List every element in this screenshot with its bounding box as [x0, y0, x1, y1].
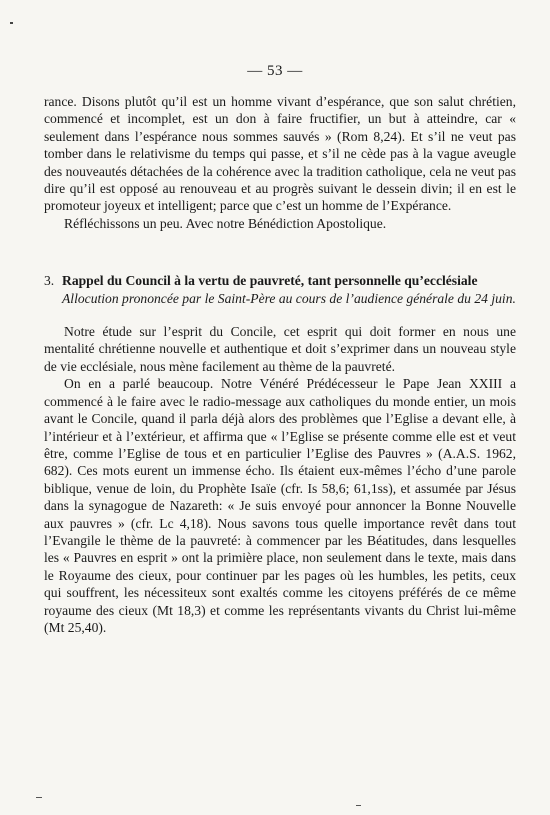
scan-speck — [36, 797, 42, 798]
page-body — [44, 93, 516, 636]
section-title: Rappel du Council à la vertu de pauvreté, tant personnelle qu’ecclésiale — [62, 273, 478, 289]
section-paragraph-2: On en a parlé beaucoup. Notre Vénéré Prédécesseur le Pape Jean XXIII a commencé à le faire avec le radio-message aux catholiques du monde entier, un mois avant le Concile, quand il parla déjà alors des problèmes que l’Eglise a devant elle, à l’intérieur et à l’extérieur, et affirma que « l’Eglise se présente comme elle est et veut être, comme l’Eglise de tous et en particulier l’Eglise des Pauvres » (A.A.S. 1962, 682). Ces mots eurent un immense écho. Ils étaient eux-mêmes l’écho d’une parole biblique, venue de loin, du Prophète Isaïe (cfr. Is 58,6; 61,1ss), et assumée par Jésus dans la synagogue de Nazareth: « Je suis envoyé pour annoncer la Bonne Nouvelle aux pauvres » (cfr. Lc 4,18). Nous savons tous quelle importance revêt dans tout l’Evangile le thème de la pauvreté: à commencer par les Béatitudes, dans lesquelles les « Pauvres en esprit » ont la primière place, non seulement dans le texte, mais dans le Royaume des cieux, pour continuer par les pages où les humbles, les petits, ceux qui souffrent, les nécessiteux sont exaltés comme les citoyens préférés de ce même royaume des cieux (Mt 18,3) et comme les représentants vivants du Christ lui-même (Mt 25,40). — [44, 376, 516, 635]
scan-speck — [356, 805, 361, 806]
section-number: 3. — [44, 273, 55, 289]
page-number: — 53 — — [247, 63, 303, 79]
section-paragraph-1: Notre étude sur l’esprit du Concile, cet esprit qui doit former en nous une mentalité chrétienne nouvelle et authentique et doit s’exprimer dans un nouveau style de vie ecclésiale, nous mène facilement au thème de la pauvreté. — [44, 324, 516, 374]
intro-paragraph-1: rance. Disons plutôt qu’il est un homme vivant d’espérance, que son salut chrétien, commencé et incomplet, est un don à faire fructifier, un but à atteindre, car « seulement dans l’espérance nous sommes sauvés » (Rom 8,24). Et s’il ne veut pas tomber dans le relativisme du temps qui passe, et s’il ne cède pas à la vague aveugle des nouveautés détachées de la cohérence avec la tradition catholique, cela ne veut pas dire qu’il est opposé au renouveau et au progrès suivant le dessein divin; il en est le promoteur joyeux et intelligent; parce que c’est un homme de l’Expérance. — [44, 94, 516, 214]
section-subtitle: Allocution prononcée par le Saint-Père au cours de l’audience générale du 24 juin. — [62, 290, 516, 306]
intro-paragraph-2: Réfléchissons un peu. Avec notre Bénédiction Apostolique. — [64, 215, 387, 231]
scan-speck — [10, 22, 13, 24]
section-heading — [44, 272, 516, 289]
